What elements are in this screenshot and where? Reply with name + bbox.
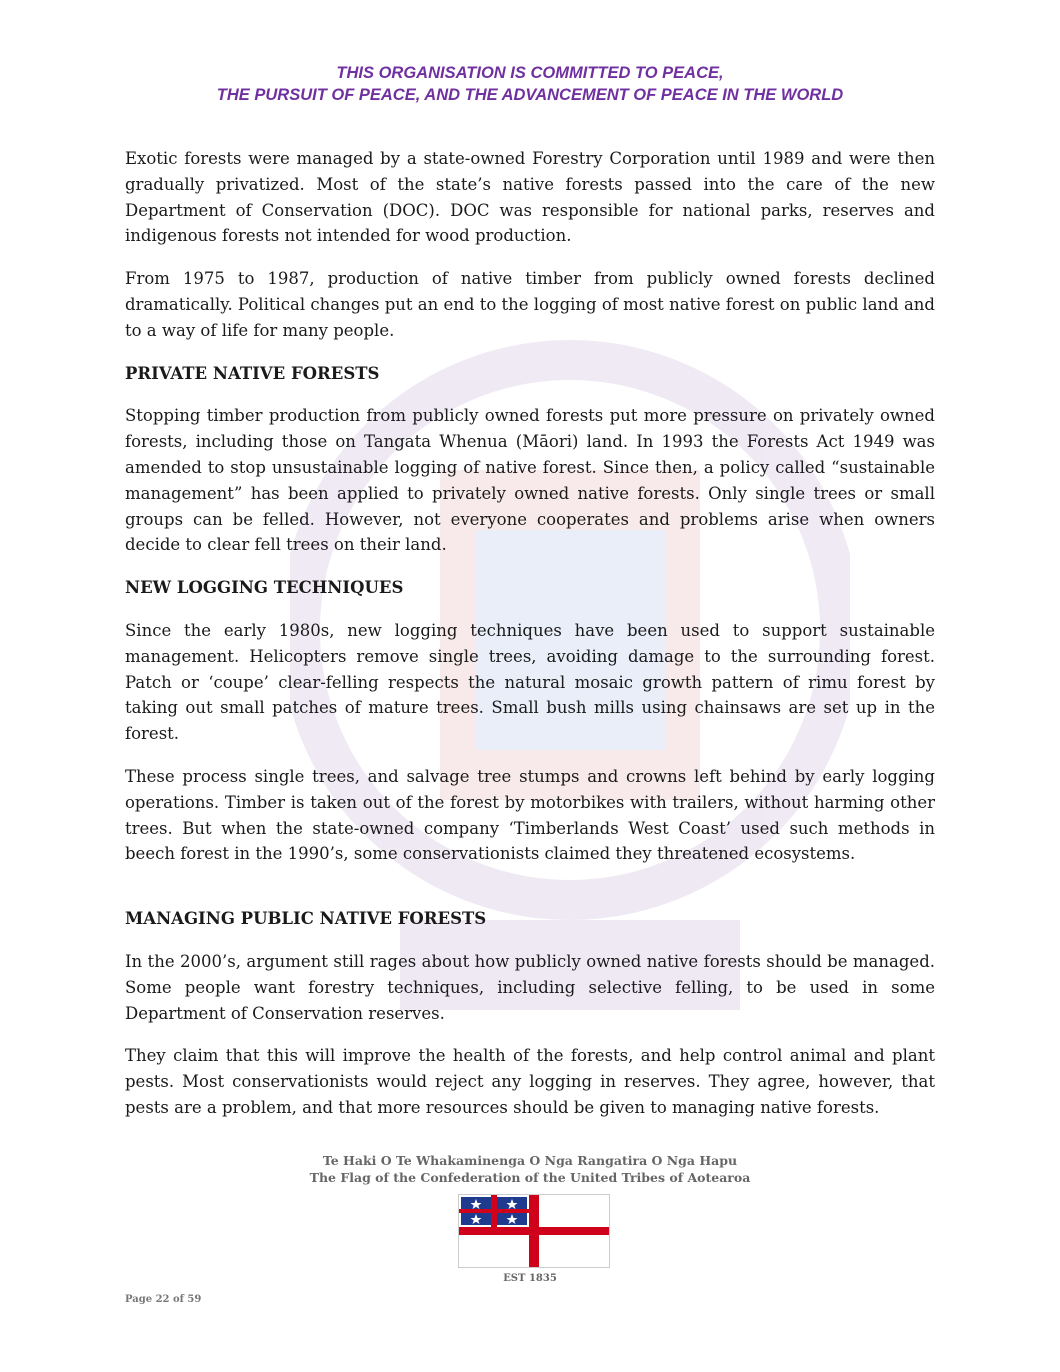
- footer-line-2: The Flag of the Confederation of the United Tribes of Aotearoa: [309, 1170, 751, 1185]
- paragraph: Stopping timber production from publicly owned forests put more pressure on privately owned forests, including those on Tangata Whenua (Māori) land. In 1993 the Forests Act 1949 was amended to stop unsustainable logging of native forest. Since then, a policy called “sustainable management” has been applied to privately owned native forests. Only single trees or small groups can be felled. However, not everyone cooperates and problems arise when owners decide to clear fell trees on their land.: [125, 406, 935, 555]
- paragraph: They claim that this will improve the health of the forests, and help control animal and plant pests. Most conservationists would reject any logging in reserves. They agree, however, that pests are a problem, and that more resources should be given to managing native forests.: [125, 1046, 935, 1117]
- paragraph: From 1975 to 1987, production of native timber from publicly owned forests declined dramatically. Political changes put an end to the logging of most native forest on public land and to a way of life for many people.: [125, 269, 935, 340]
- united-tribes-flag-icon: [458, 1194, 610, 1268]
- paragraph: These process single trees, and salvage tree stumps and crowns left behind by early logging operations. Timber is taken out of the forest by motorbikes with trailers, without harming other trees. But when the state-owned company ‘Timberlands West Coast’ used such methods in beech forest in the 1990’s, some conservationists claimed they threatened ecosystems.: [125, 766, 935, 864]
- section-heading: MANAGING PUBLIC NATIVE FORESTS: [125, 909, 487, 929]
- footer-caption: [0, 1152, 1060, 1186]
- document-body: [125, 146, 935, 1138]
- established-label: EST 1835: [503, 1273, 557, 1284]
- page-number: Page 22 of 59: [125, 1294, 202, 1305]
- section-heading: NEW LOGGING TECHNIQUES: [125, 578, 404, 598]
- section-heading: PRIVATE NATIVE FORESTS: [125, 363, 380, 383]
- spacer: [125, 884, 935, 906]
- header-banner: [0, 62, 1060, 106]
- paragraph: Exotic forests were managed by a state-owned Forestry Corporation until 1989 and were then gradually privatized. Most of the state’s native forests passed into the care of the new Department of Conservation (DOC). DOC was responsible for national parks, reserves and indigenous forests not intended for wood production.: [125, 149, 935, 246]
- paragraph: Since the early 1980s, new logging techniques have been used to support sustainable management. Helicopters remove single trees, avoiding damage to the surrounding forest. Patch or ‘coupe’ clear-felling respects the natural mosaic growth pattern of rimu forest by taking out small patches of mature trees. Small bush mills using chainsaws are set up in the forest.: [125, 620, 935, 744]
- header-line-2: THE PURSUIT OF PEACE, AND THE ADVANCEMENT OF PEACE IN THE WORLD: [216, 86, 844, 104]
- paragraph: In the 2000’s, argument still rages about how publicly owned native forests should be managed. Some people want forestry techniques, including selective felling, to be used in some Department of Conservation reserves.: [125, 951, 935, 1023]
- footer-line-1: Te Haki O Te Whakaminenga O Nga Rangatira O Nga Hapu: [322, 1153, 738, 1168]
- header-line-1: THIS ORGANISATION IS COMMITTED TO PEACE,: [336, 64, 724, 82]
